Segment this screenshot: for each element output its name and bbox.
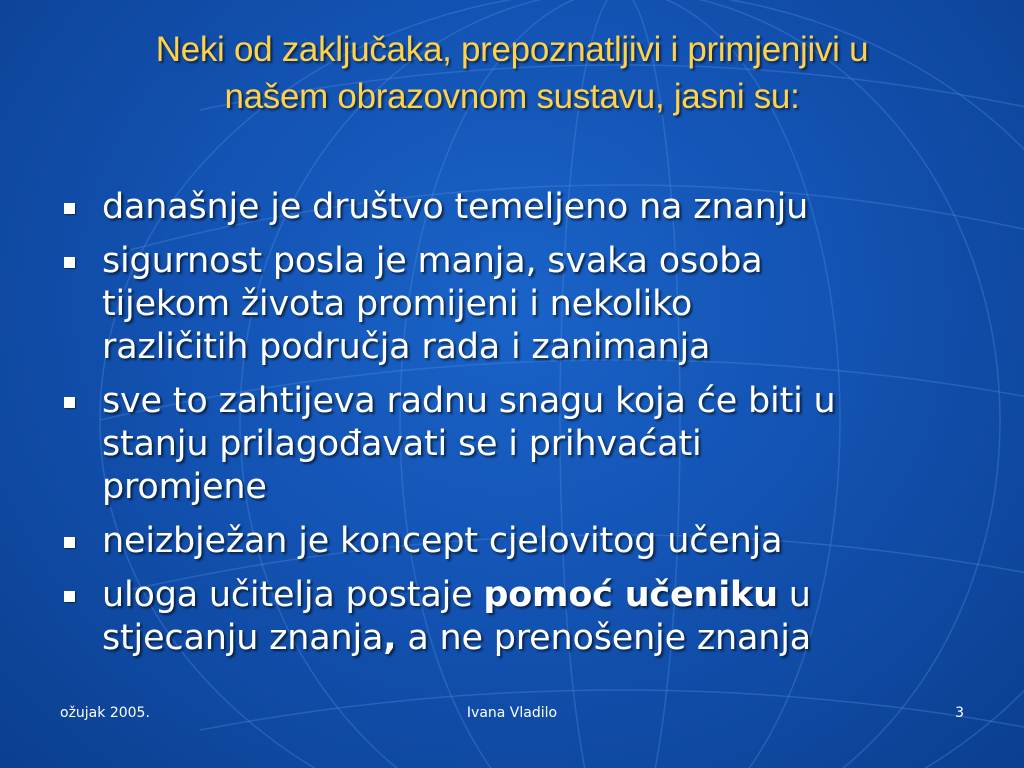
bullet-text: stjecanju znanja [102,618,384,658]
bullet-text-line [102,574,988,617]
bullet-emphasis: , [383,618,397,658]
bullet-item [58,520,988,563]
bullet-item [58,240,988,369]
square-bullet-icon [64,257,75,268]
bullet-text: stanju prilagođavati se i prihvaćati [102,424,702,464]
title-line: Neki od zaključaka, prepoznatljivi i primjenjivi u [155,30,869,69]
bullet-text: današnje je društvo temeljeno na znanju [102,187,809,227]
bullet-emphasis: pomoć učeniku [483,575,778,615]
bullet-text: u [777,575,811,615]
bullet-item [58,186,988,229]
footer-author: Ivana Vladilo [466,705,558,721]
bullet-item [58,574,988,660]
bullet-text-line [102,617,988,660]
footer-date: ožujak 2005. [60,705,150,721]
slide-title [60,26,964,120]
bullet-text: sve to zahtijeva radnu snagu koja će biti u [102,381,836,421]
bullet-text: tijekom života promijeni i nekoliko [102,284,693,324]
bullet-text: neizbježan je koncept cjelovitog učenja [102,521,783,561]
bullet-text: različitih područja rada i zanimanja [102,327,711,367]
square-bullet-icon [64,203,75,214]
bullet-list [58,186,988,671]
bullet-text: promjene [102,467,267,507]
bullet-text: a ne prenošenje znanja [396,618,811,658]
bullet-text: uloga učitelja postaje [102,575,484,615]
footer-page-number: 3 [955,705,964,721]
square-bullet-icon [64,397,75,408]
square-bullet-icon [64,537,75,548]
title-line: našem obrazovnom sustavu, jasni su: [224,77,800,116]
bullet-item [58,380,988,509]
square-bullet-icon [64,591,75,602]
bullet-text: sigurnost posla je manja, svaka osoba [102,241,763,281]
